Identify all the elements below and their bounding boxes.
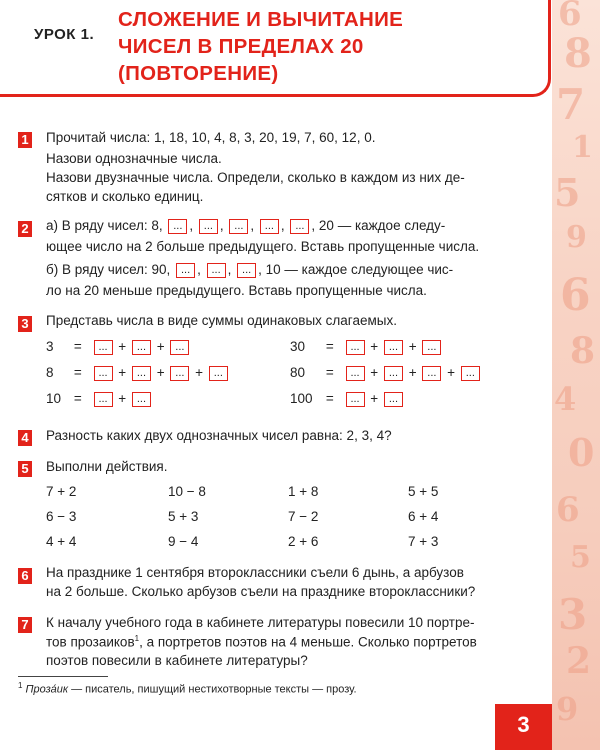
lesson-title-line: (ПОВТОРЕНИЕ) — [118, 62, 279, 85]
decor-digit: 7 — [556, 80, 586, 129]
decor-digit: 6 — [560, 270, 591, 321]
answer-box[interactable]: ... — [422, 340, 441, 355]
answer-box[interactable]: ... — [170, 340, 189, 355]
sum-equation — [46, 391, 153, 407]
sum-number: 80 — [290, 365, 306, 380]
task-text: б) В ряду чисел: 90, — [46, 262, 171, 277]
lesson-title-line: ЧИСЕЛ В ПРЕДЕЛАХ 20 — [118, 35, 364, 58]
task-text: Представь числа в виде суммы одинаковых слагаемых. — [46, 313, 397, 328]
plus-sign: + — [118, 391, 127, 406]
task-text: Назови двузначные числа. Определи, сколько в каждом из них де- — [46, 170, 465, 185]
sum-number: 100 — [290, 391, 313, 406]
sum-number: 10 — [46, 391, 62, 406]
task-text: Выполни действия. — [46, 459, 168, 474]
task-text: на 2 больше. Сколько арбузов съели на празднике второклассники? — [46, 584, 476, 599]
answer-box[interactable]: ... — [209, 366, 228, 381]
equals-sign: = — [73, 339, 82, 354]
task-number: 3 — [18, 316, 32, 332]
expression: 6 − 3 — [46, 509, 77, 524]
answer-box[interactable]: ... — [176, 263, 195, 278]
answer-box[interactable]: ... — [384, 340, 403, 355]
task-text: Прочитай числа: 1, 18, 10, 4, 8, 3, 20, 19, 7, 60, 12, 0. — [46, 130, 376, 145]
decor-digit: 8 — [564, 30, 592, 77]
decor-digit: 9 — [556, 690, 579, 728]
sum-number: 30 — [290, 339, 306, 354]
sum-number: 3 — [46, 339, 54, 354]
lesson-title-line: СЛОЖЕНИЕ И ВЫЧИТАНИЕ — [118, 8, 404, 31]
answer-box[interactable]: ... — [168, 219, 187, 234]
expression: 7 + 3 — [408, 534, 439, 549]
plus-sign: + — [370, 391, 379, 406]
task-text-line — [46, 634, 477, 650]
sum-equation — [46, 365, 230, 381]
task-2a-line: а) В ряду чисел: 8, ... , ... , ... , ... , ... , 20 — каждое следу- — [46, 218, 446, 233]
task-text: тов прозаиков — [46, 634, 135, 650]
answer-box[interactable]: ... — [94, 366, 113, 381]
footnote-divider — [18, 676, 108, 677]
expression: 4 + 4 — [46, 534, 77, 549]
expression: 7 + 2 — [46, 484, 77, 499]
expression: 5 + 3 — [168, 509, 199, 524]
plus-sign: + — [118, 339, 127, 354]
expression: 1 + 8 — [288, 484, 319, 499]
plus-sign: + — [195, 365, 204, 380]
expression: 6 + 4 — [408, 509, 439, 524]
answer-box[interactable]: ... — [132, 340, 151, 355]
page-number: 3 — [517, 712, 530, 737]
footnote-text: — писатель, пишущий нестихотворные тексты — прозу. — [68, 683, 357, 696]
sum-equation — [290, 339, 443, 355]
task-text: Назови однозначные числа. — [46, 151, 222, 166]
footnote-ref[interactable]: 1 — [134, 634, 140, 643]
answer-box[interactable]: ... — [237, 263, 256, 278]
equals-sign: = — [325, 391, 334, 406]
task-number: 2 — [18, 221, 32, 237]
lesson-title — [118, 6, 403, 87]
answer-box[interactable]: ... — [94, 340, 113, 355]
decor-digit: 6 — [556, 490, 580, 530]
plus-sign: + — [156, 365, 165, 380]
answer-box[interactable]: ... — [132, 392, 151, 407]
task-text: ло на 20 меньше предыдущего. Вставь пропущенные числа. — [46, 283, 427, 298]
expression: 5 + 5 — [408, 484, 439, 499]
task-2b-line: б) В ряду чисел: 90, ... , ... , ... , 10 — каждое следующее чис- — [46, 262, 454, 277]
plus-sign: + — [408, 365, 417, 380]
task-text: 20 — каждое следу- — [318, 218, 446, 233]
answer-box[interactable]: ... — [132, 366, 151, 381]
task-text: ющее число на 2 больше предыдущего. Вставь пропущенные числа. — [46, 239, 480, 254]
task-number: 6 — [18, 568, 32, 584]
answer-box[interactable]: ... — [290, 219, 309, 234]
equals-sign: = — [325, 365, 334, 380]
equals-sign: = — [325, 339, 334, 354]
task-text: На празднике 1 сентября второклассники съели 6 дынь, а арбузов — [46, 565, 464, 580]
decor-digit: 5 — [570, 540, 591, 575]
decor-digit: 8 — [570, 330, 596, 372]
expression: 7 − 2 — [288, 509, 319, 524]
answer-box[interactable]: ... — [170, 366, 189, 381]
decorative-digit-strip — [552, 0, 600, 750]
equals-sign: = — [73, 365, 82, 380]
answer-box[interactable]: ... — [422, 366, 441, 381]
task-number: 5 — [18, 461, 32, 477]
footnote — [18, 681, 357, 696]
answer-box[interactable]: ... — [199, 219, 218, 234]
task-number: 1 — [18, 132, 32, 148]
page-number-box — [495, 704, 552, 750]
plus-sign: + — [370, 339, 379, 354]
expression: 10 − 8 — [168, 484, 206, 499]
equals-sign: = — [73, 391, 82, 406]
answer-box[interactable]: ... — [346, 392, 365, 407]
sum-equation — [46, 339, 191, 355]
sum-equation — [290, 365, 482, 381]
decor-digit: 5 — [554, 170, 581, 215]
plus-sign: + — [118, 365, 127, 380]
task-text: поэтов повесили в кабинете литературы? — [46, 653, 308, 668]
lesson-header — [0, 0, 551, 97]
task-text: , а портретов поэтов на 4 меньше. Сколько портретов — [139, 634, 477, 650]
answer-box[interactable]: ... — [229, 219, 248, 234]
sum-equation — [290, 391, 405, 407]
plus-sign: + — [370, 365, 379, 380]
answer-box[interactable]: ... — [384, 392, 403, 407]
sum-number: 8 — [46, 365, 54, 380]
answer-box[interactable]: ... — [384, 366, 403, 381]
task-number: 4 — [18, 430, 32, 446]
answer-box[interactable]: ... — [260, 219, 279, 234]
task-text: сятков и сколько единиц. — [46, 189, 204, 204]
task-text: а) В ряду чисел: 8, — [46, 218, 163, 233]
answer-box[interactable]: ... — [461, 366, 480, 381]
decor-digit: 3 — [558, 590, 588, 639]
answer-box[interactable]: ... — [94, 392, 113, 407]
plus-sign: + — [408, 339, 417, 354]
task-text: К началу учебного года в кабинете литературы повесили 10 портре- — [46, 615, 475, 630]
footnote-term: Проза́ик — [25, 683, 69, 696]
answer-box[interactable]: ... — [207, 263, 226, 278]
answer-box[interactable]: ... — [346, 366, 365, 381]
task-text: 10 — каждое следующее чис- — [265, 262, 454, 277]
task-number: 7 — [18, 617, 32, 633]
lesson-label: УРОК 1. — [34, 26, 95, 43]
answer-box[interactable]: ... — [346, 340, 365, 355]
task-text: Разность каких двух однозначных чисел равна: 2, 3, 4? — [46, 428, 392, 443]
decor-digit: 2 — [566, 640, 592, 682]
expression: 9 − 4 — [168, 534, 199, 549]
decor-digit: 1 — [572, 130, 593, 165]
expression: 2 + 6 — [288, 534, 319, 549]
decor-digit: 6 — [558, 0, 582, 34]
plus-sign: + — [447, 365, 456, 380]
decor-digit: 4 — [554, 380, 577, 418]
footnote-mark: 1 — [18, 681, 23, 690]
decor-digit: 9 — [566, 220, 587, 255]
plus-sign: + — [156, 339, 165, 354]
decor-digit: 0 — [568, 430, 595, 475]
